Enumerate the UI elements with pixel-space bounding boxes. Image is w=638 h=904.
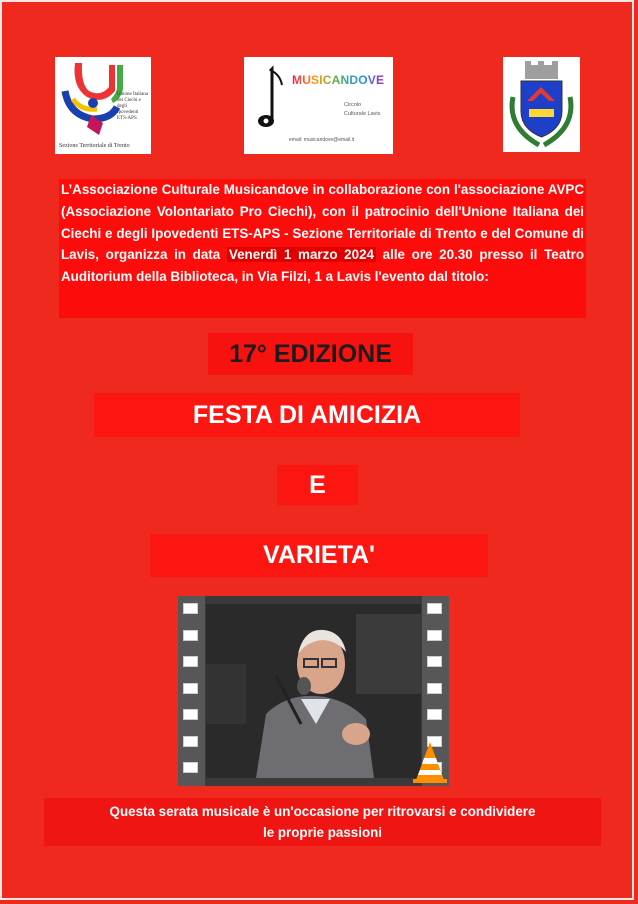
musicandove-subtitle: Circolo Culturale Lavis [344, 102, 381, 117]
film-hole [427, 709, 442, 720]
singer-photo [206, 604, 421, 778]
film-hole [183, 762, 198, 773]
film-hole [183, 630, 198, 641]
varieta-banner: VARIETA' [150, 534, 488, 577]
intro-text-before-date: L’Associazione Culturale Musicandove in collaborazione con l'associazione AVPC (Associazione Volontariato Pro Ciechi), con il patrocinio dell'Unione Italiana dei Ciechi e degli Ipovedenti ETS-APS - Sezione Territoriale di Trento e del Comune di Lavis, organizza in data [61, 182, 584, 263]
lavis-crest [503, 57, 580, 152]
musicandove-title: MUSICANDOVE [292, 73, 385, 87]
film-hole [183, 709, 198, 720]
footer-line-2: le proprie passioni [262, 825, 383, 840]
e-banner: E [277, 465, 358, 505]
filmstrip-photo [178, 596, 449, 786]
intro-paragraph [59, 179, 586, 318]
festa-banner: FESTA DI AMICIZIA [94, 393, 520, 437]
event-date: Venerdì 1 marzo 2024 [228, 247, 374, 263]
intro-text-after-date: alle ore 20.30 presso il Teatro Auditorium della Biblioteca, in Via Filzi, 1 a Lavis l'evento dal titolo: [61, 247, 584, 285]
film-hole [427, 683, 442, 694]
coat-of-arms-icon [503, 57, 580, 152]
footer-text [44, 798, 601, 846]
film-hole [183, 656, 198, 667]
uici-caption: Sezione Territoriale di Trento [59, 143, 130, 149]
uici-side-text: Unione Italiana dei Ciechi e degli Ipovedenti ETS-APS [117, 92, 148, 121]
footer-line-1: Questa serata musicale è un'occasione per ritrovarsi e condividere [109, 804, 536, 819]
film-hole [183, 736, 198, 747]
film-hole [183, 603, 198, 614]
film-hole [427, 656, 442, 667]
edition-banner: 17° EDIZIONE [208, 333, 413, 375]
uici-logo [55, 57, 151, 154]
vlc-cone-icon [410, 740, 449, 784]
film-hole [183, 683, 198, 694]
film-holes-left [178, 596, 205, 786]
musicandove-logo [244, 57, 393, 154]
film-hole [427, 603, 442, 614]
musicandove-email: email: musicandove@email.it [289, 137, 355, 143]
film-hole [427, 630, 442, 641]
